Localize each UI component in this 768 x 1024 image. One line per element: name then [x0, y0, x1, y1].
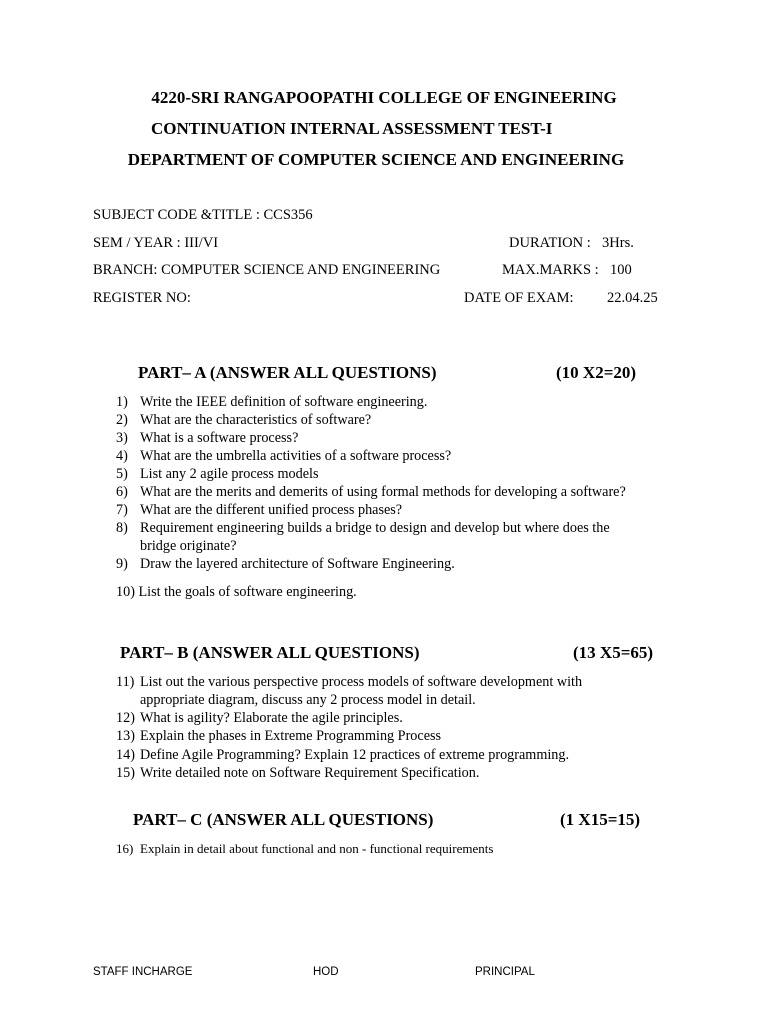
subject-value: CCS356: [263, 207, 313, 223]
date-value: 22.04.25: [607, 290, 658, 306]
part-b-marks: (13 X5=65): [573, 643, 654, 662]
sem-label: SEM / YEAR :: [93, 235, 181, 251]
subject-line: [93, 207, 313, 224]
hod-label: HOD: [313, 966, 339, 978]
duration-line: [509, 235, 634, 252]
branch-label: BRANCH:: [93, 262, 158, 278]
part-b-title: PART– B (ANSWER ALL QUESTIONS): [120, 643, 420, 662]
department-title: DEPARTMENT OF COMPUTER SCIENCE AND ENGINEERING: [127, 150, 625, 169]
part-a-marks: (10 X2=20): [556, 363, 637, 382]
part-c-title: PART– C (ANSWER ALL QUESTIONS): [133, 810, 434, 829]
duration-label: DURATION :: [509, 235, 591, 251]
test-title: CONTINUATION INTERNAL ASSESSMENT TEST-I: [151, 119, 553, 138]
question-10: 10) List the goals of software engineering.: [116, 584, 357, 600]
date-label: DATE OF EXAM:: [464, 290, 574, 306]
subject-label: SUBJECT CODE &TITLE :: [93, 207, 260, 223]
principal-label: PRINCIPAL: [475, 966, 535, 978]
maxmarks-value: 100: [609, 262, 632, 278]
sem-line: [93, 235, 218, 252]
maxmarks-line: [502, 262, 632, 279]
register-label: REGISTER NO:: [93, 290, 191, 306]
part-a-title: PART– A (ANSWER ALL QUESTIONS): [138, 363, 437, 382]
maxmarks-label: MAX.MARKS :: [502, 262, 599, 278]
branch-line: [93, 262, 440, 279]
question-11-continued: appropriate diagram, discuss any 2 process model in detail.: [140, 692, 476, 708]
college-name: 4220-SRI RANGAPOOPATHI COLLEGE OF ENGINEERING: [151, 88, 617, 107]
part-c-marks: (1 X15=15): [560, 810, 641, 829]
sem-value: III/VI: [184, 235, 219, 251]
staff-incharge-label: STAFF INCHARGE: [93, 966, 193, 978]
branch-value: COMPUTER SCIENCE AND ENGINEERING: [161, 262, 441, 278]
question-8-continued: bridge originate?: [140, 538, 237, 554]
duration-value: 3Hrs.: [602, 235, 634, 251]
